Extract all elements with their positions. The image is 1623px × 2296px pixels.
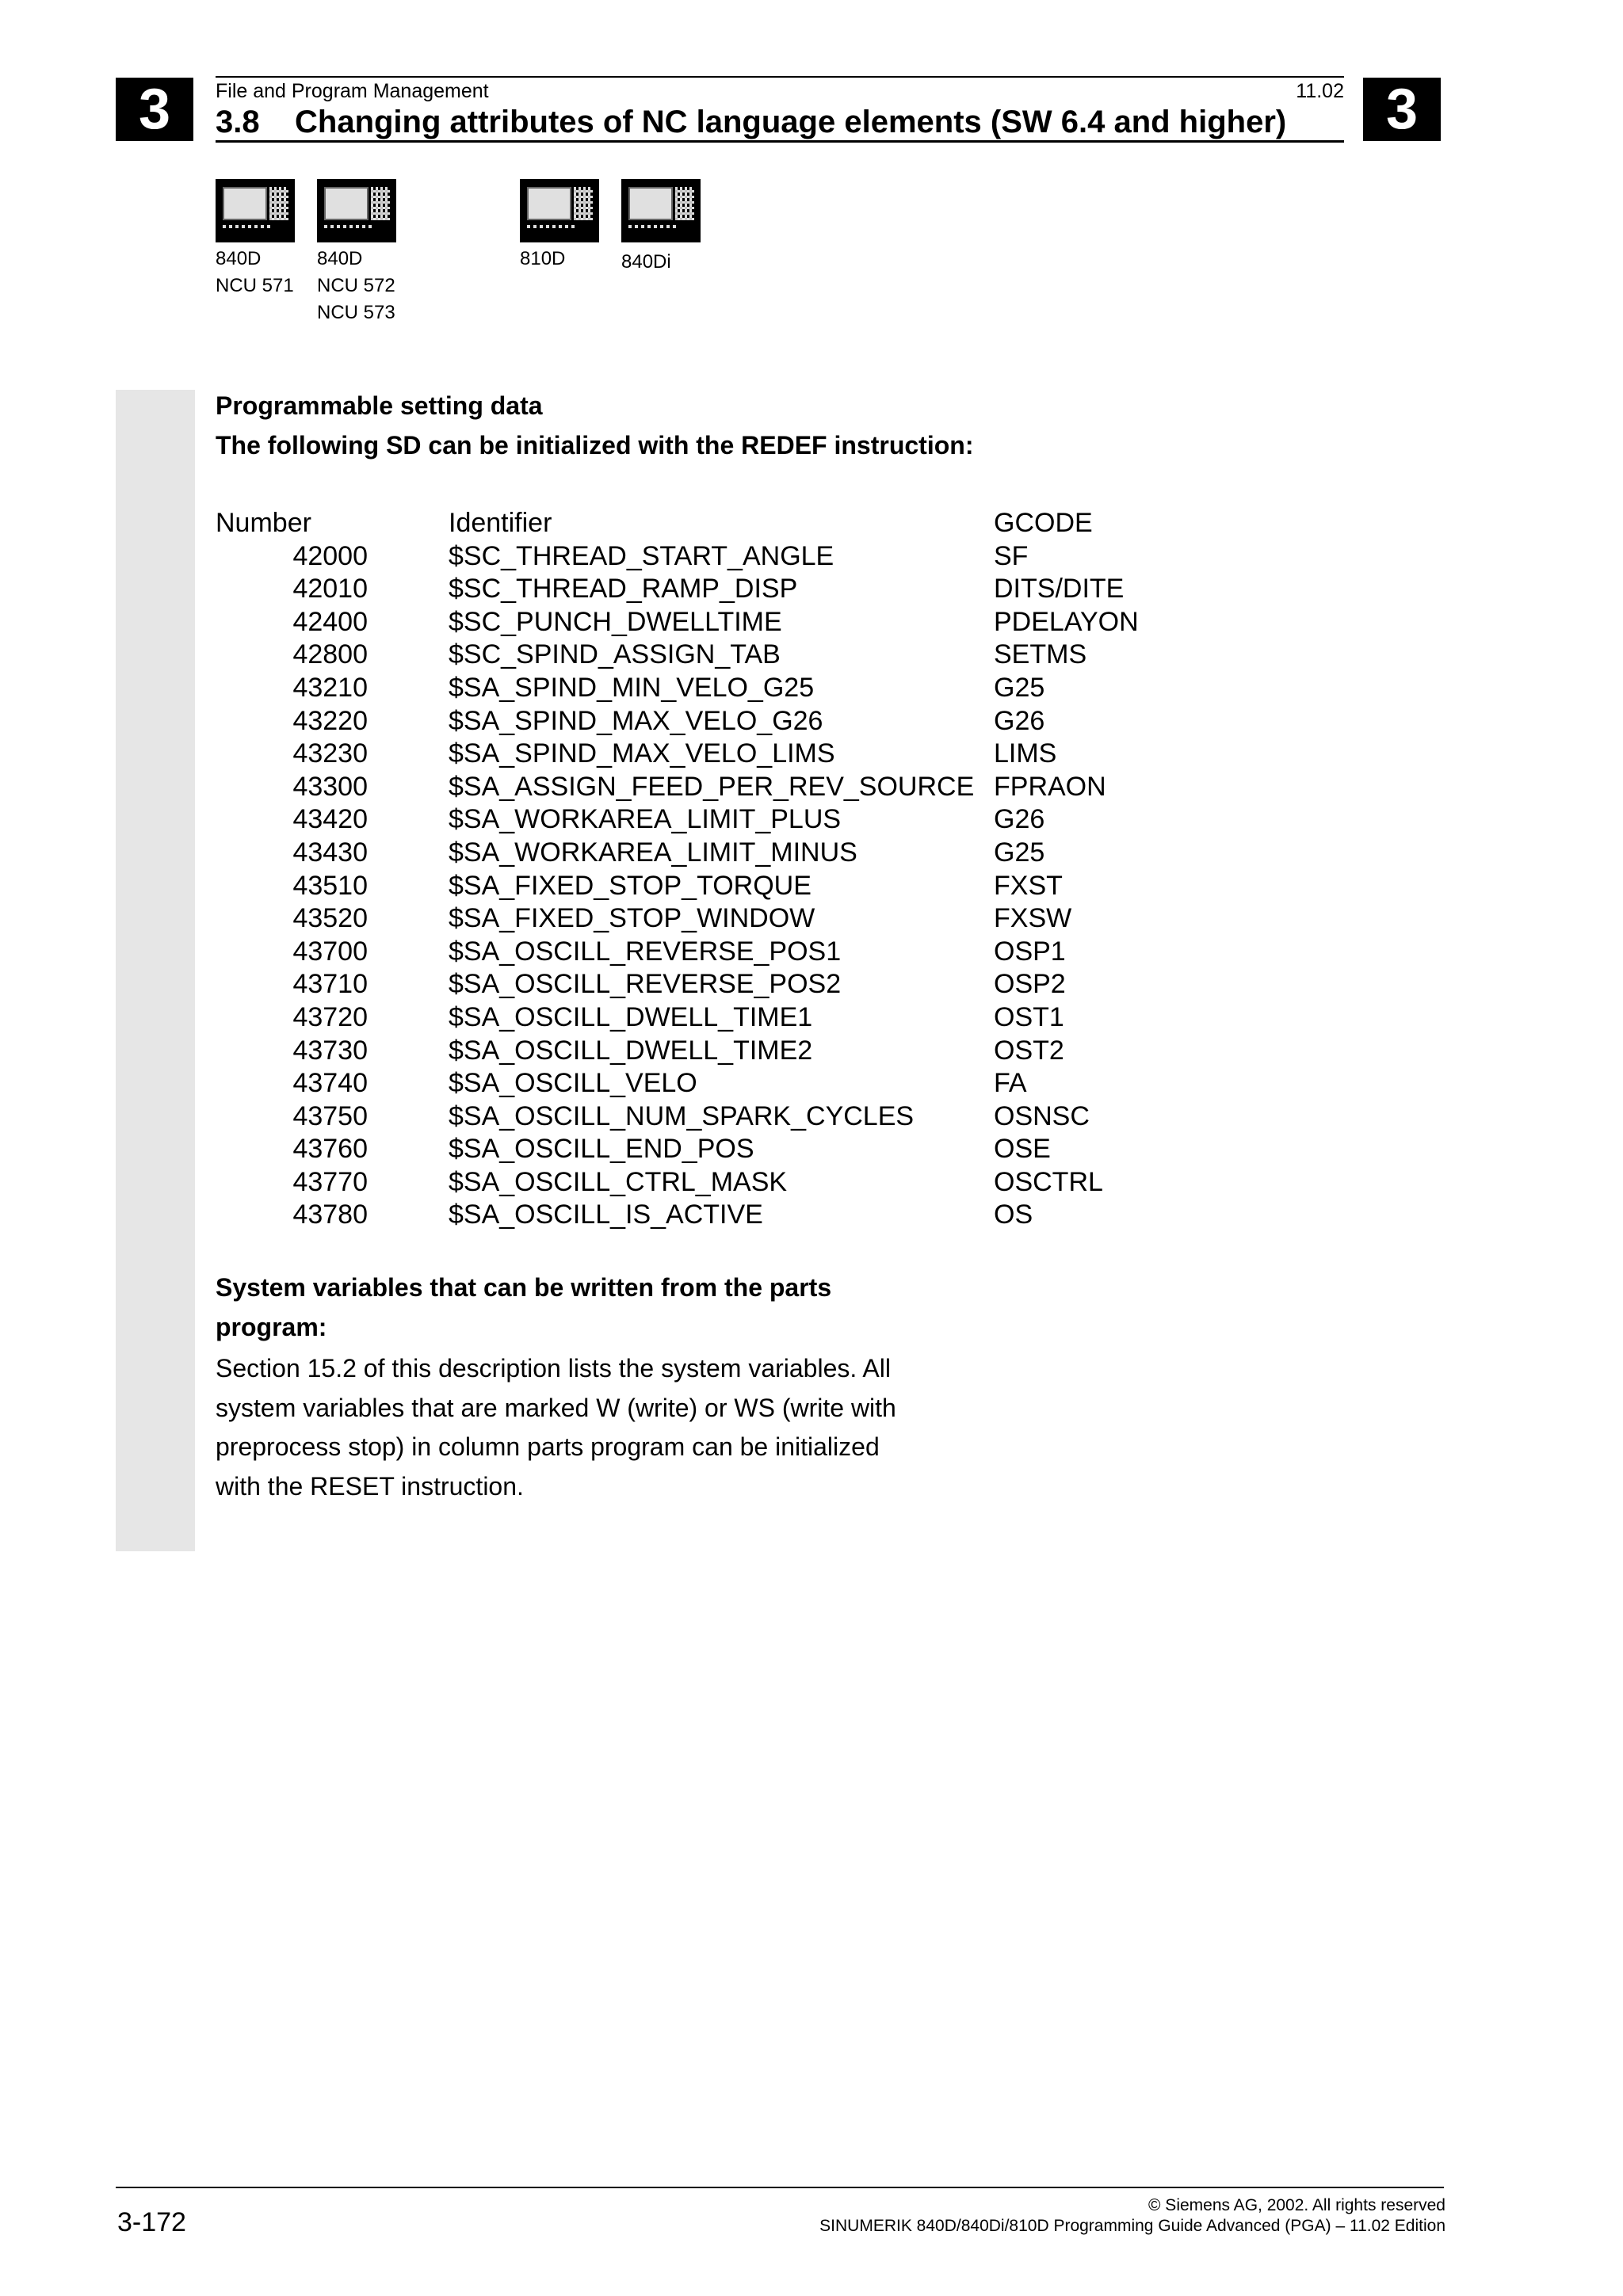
control-panel-icon [216,179,295,242]
row-number: 43770 [292,1166,368,1197]
row-number: 42010 [292,574,368,605]
section-title [216,105,1344,143]
row-number: 43230 [292,738,368,769]
row-gcode: OSP2 [994,969,1066,1000]
row-gcode: G26 [994,705,1045,736]
row-identifier: $SA_FIXED_STOP_WINDOW [449,903,815,934]
row-identifier: $SA_OSCILL_END_POS [449,1134,754,1165]
row-identifier: $SA_OSCILL_NUM_SPARK_CYCLES [449,1100,915,1131]
margin-bar [116,390,195,1551]
row-gcode: FA [994,1068,1027,1099]
intro-subheading: The following SD can be initialized with the REDEF instruction: [216,431,974,460]
row-identifier: $SA_SPIND_MAX_VELO_LIMS [449,738,835,769]
row-number: 43510 [292,870,368,901]
chapter-title: File and Program Management [216,80,489,102]
header-number: Number [216,508,311,538]
row-gcode: SETMS [994,639,1087,670]
row-gcode: OST2 [994,1035,1064,1066]
control-panel-icon [621,179,701,242]
control-panel-icon [317,179,396,242]
row-number: 43220 [292,705,368,736]
copyright: © Siemens AG, 2002. All rights reserved [1148,2196,1445,2214]
page-number: 3-172 [117,2207,186,2237]
row-identifier: $SA_WORKAREA_LIMIT_PLUS [449,804,842,835]
row-number: 43420 [292,804,368,835]
row-number: 43520 [292,903,368,934]
row-identifier: $SA_FIXED_STOP_TORQUE [449,870,812,901]
row-number: 42800 [292,639,368,670]
row-gcode: OSE [994,1134,1051,1165]
row-gcode: OST1 [994,1001,1064,1032]
row-identifier: $SA_OSCILL_DWELL_TIME2 [449,1035,813,1066]
row-identifier: $SA_OSCILL_REVERSE_POS2 [449,969,842,1000]
row-identifier: $SA_OSCILL_REVERSE_POS1 [449,936,842,967]
chapter-number-right: 3 [1363,78,1441,141]
row-gcode: G25 [994,672,1045,703]
row-number: 43430 [292,837,368,868]
row-number: 43210 [292,672,368,703]
row-gcode: DITS/DITE [994,574,1125,605]
publication-title: SINUMERIK 840D/840Di/810D Programming Guide Advanced (PGA) – 11.02 Edition [819,2217,1445,2235]
row-gcode: G26 [994,804,1045,835]
row-identifier: $SC_PUNCH_DWELLTIME [449,606,782,637]
control-label: 840Di [621,251,671,273]
row-number: 43780 [292,1199,368,1230]
row-number: 43740 [292,1068,368,1099]
control-label: 810D [520,248,566,269]
row-identifier: $SC_THREAD_START_ANGLE [449,540,834,571]
control-label: 840D NCU 571 [216,248,294,296]
sysvar-text: Section 15.2 of this description lists the system variables. All system variables that are marked W (write) or WS (write with preprocess stop) in column parts program can be initialized with the RESET instruction. [216,1354,896,1501]
row-identifier: $SA_ASSIGN_FEED_PER_REV_SOURCE [449,771,975,802]
row-identifier: $SA_OSCILL_VELO [449,1068,697,1099]
row-number: 43730 [292,1035,368,1066]
row-identifier: $SA_WORKAREA_LIMIT_MINUS [449,837,857,868]
footer-rule [116,2187,1444,2188]
row-number: 43750 [292,1100,368,1131]
chapter-number-left: 3 [116,78,193,141]
control-panel-icon [520,179,599,242]
header-rule [216,76,1344,78]
row-gcode: SF [994,540,1029,571]
row-identifier: $SA_SPIND_MAX_VELO_G26 [449,705,823,736]
row-gcode: OSCTRL [994,1166,1103,1197]
row-identifier: $SC_SPIND_ASSIGN_TAB [449,639,781,670]
row-gcode: FXST [994,870,1063,901]
section-title-text: Changing attributes of NC language elements (SW 6.4 and higher) [295,105,1287,139]
row-identifier: $SA_SPIND_MIN_VELO_G25 [449,672,815,703]
section-number: 3.8 [216,105,260,139]
row-identifier: $SA_OSCILL_IS_ACTIVE [449,1199,763,1230]
row-number: 43300 [292,771,368,802]
row-identifier: $SC_THREAD_RAMP_DISP [449,574,798,605]
intro-heading: Programmable setting data [216,391,543,420]
row-gcode: FPRAON [994,771,1106,802]
row-gcode: G25 [994,837,1045,868]
control-label: 840D NCU 572 NCU 573 [317,248,395,323]
edition: 11.02 [1296,80,1344,102]
row-number: 43760 [292,1134,368,1165]
row-number: 42000 [292,540,368,571]
row-gcode: OSNSC [994,1100,1090,1131]
row-number: 43710 [292,969,368,1000]
row-identifier: $SA_OSCILL_CTRL_MASK [449,1166,788,1197]
row-number: 43720 [292,1001,368,1032]
header-identifier: Identifier [449,508,552,538]
row-number: 43700 [292,936,368,967]
row-gcode: OSP1 [994,936,1066,967]
row-gcode: LIMS [994,738,1057,769]
header-gcode: GCODE [994,508,1093,538]
row-number: 42400 [292,606,368,637]
row-gcode: PDELAYON [994,606,1139,637]
sysvar-heading: System variables that can be written from the parts program: [216,1273,832,1341]
row-gcode: OS [994,1199,1033,1230]
row-identifier: $SA_OSCILL_DWELL_TIME1 [449,1001,813,1032]
row-gcode: FXSW [994,903,1072,934]
